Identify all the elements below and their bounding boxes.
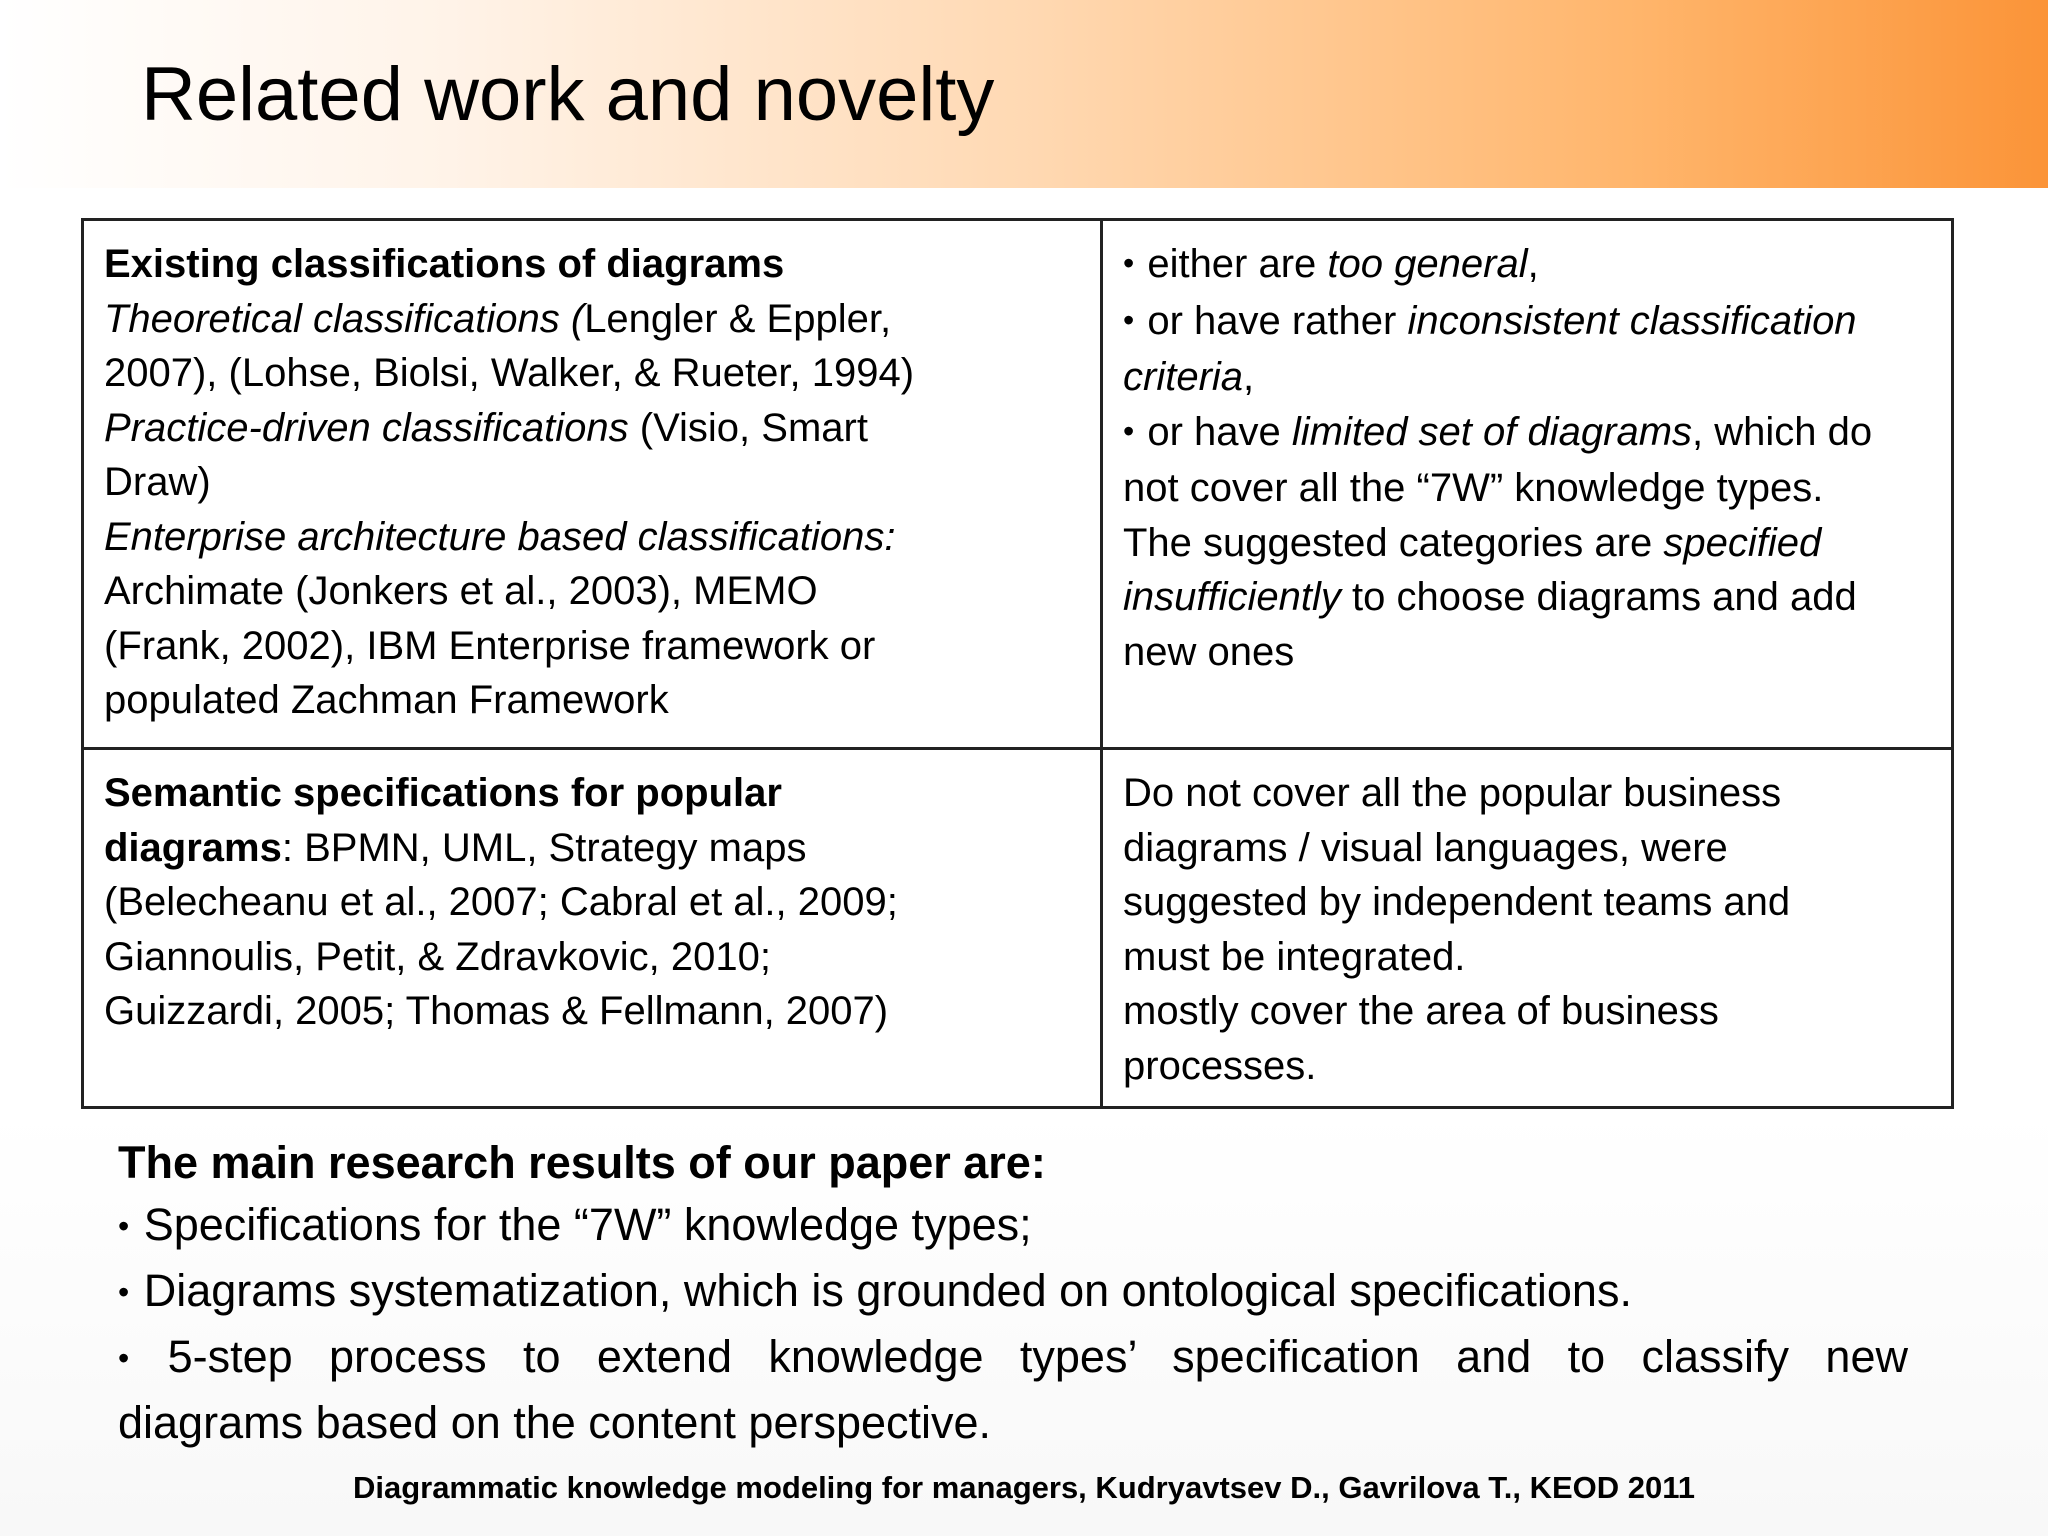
list-item: [118, 1260, 1908, 1326]
italic-text: insufficiently: [1123, 575, 1341, 619]
cell-line: (Belecheanu et al., 2007; Cabral et al., 2009;: [104, 880, 898, 924]
italic-text: limited set of diagrams: [1291, 409, 1693, 454]
cell-line: suggested by independent teams and: [1123, 880, 1791, 924]
cell-line: [1123, 570, 1933, 625]
bullet-icon: •: [1123, 412, 1135, 449]
cell-heading: Existing classifications of diagrams: [104, 242, 785, 286]
bold-text: Semantic specifications for popular: [104, 771, 782, 815]
bullet-line: [1123, 294, 1933, 351]
cell-line: [104, 401, 1082, 456]
cell-line: Draw): [104, 460, 211, 504]
slide-title: Related work and novelty: [141, 52, 995, 137]
text: to choose diagrams and add: [1340, 575, 1857, 619]
cell-line: (Frank, 2002), IBM Enterprise framework or: [104, 623, 876, 668]
cell-line: [1123, 350, 1933, 405]
text: (Visio, Smart: [628, 405, 868, 450]
bullet-icon: •: [118, 1274, 130, 1310]
cell-line: Do not cover all the popular business: [1123, 771, 1782, 815]
comparison-table: [81, 218, 1954, 1109]
cell-line: 2007), (Lohse, Biolsi, Walker, & Rueter, 1994): [104, 351, 915, 395]
coverage-limitations-cell: [1102, 749, 1953, 1108]
cell-line: Guizzardi, 2005; Thomas & Fellmann, 2007): [104, 989, 889, 1033]
cell-line: populated Zachman Framework: [104, 678, 669, 722]
italic-text: Practice-driven classifications: [104, 405, 629, 450]
cell-line: diagrams / visual languages, were: [1123, 825, 1728, 870]
cell-line: [104, 821, 1082, 876]
table-row: [83, 749, 1953, 1108]
cell-line: processes.: [1123, 1043, 1317, 1088]
bullet-icon: •: [1123, 245, 1135, 281]
list-item: [118, 1326, 1908, 1392]
bullet-line: [1123, 237, 1933, 294]
bullet-icon: •: [1123, 301, 1135, 338]
semantic-specifications-cell: [83, 749, 1102, 1108]
cell-line: [104, 237, 1082, 292]
research-results: [118, 1132, 1908, 1454]
cell-line: [104, 766, 1082, 821]
footer-citation: Diagrammatic knowledge modeling for managers, Kudryavtsev D., Gavrilova T., KEOD 2011: [352, 1470, 1696, 1505]
existing-classifications-cell: [83, 220, 1102, 749]
cell-line: [104, 292, 1082, 347]
cell-line: Archimate (Jonkers et al., 2003), MEMO: [104, 569, 818, 613]
italic-text: inconsistent classification: [1407, 298, 1857, 343]
text: ,: [1243, 355, 1255, 399]
text: or have rather: [1136, 298, 1408, 343]
text: or have: [1136, 409, 1292, 454]
cell-line: mostly cover the area of business: [1123, 989, 1719, 1033]
results-heading: The main research results of our paper are:: [118, 1137, 1046, 1188]
list-item: [118, 1194, 1908, 1260]
text: Diagrams systematization, which is grounded on ontological specifications.: [131, 1265, 1632, 1316]
list-item-continuation: diagrams based on the content perspective.: [118, 1397, 992, 1448]
cell-line: must be integrated.: [1123, 934, 1466, 979]
italic-text: Enterprise architecture based classifications:: [104, 514, 896, 559]
text: The suggested categories are: [1123, 520, 1664, 565]
text: ,: [1527, 242, 1539, 286]
bullet-icon: •: [118, 1340, 130, 1376]
text: : BPMN, UML, Strategy maps: [281, 825, 807, 870]
text: 5-step process to extend knowledge types’ specification and to classify new: [131, 1331, 1908, 1382]
cell-line: [104, 510, 1082, 565]
cell-line: not cover all the “7W” knowledge types.: [1123, 466, 1824, 510]
limitations-cell: [1102, 220, 1953, 749]
italic-text: Theoretical classifications (: [104, 296, 585, 341]
bullet-icon: •: [118, 1208, 130, 1244]
bold-text: diagrams: [104, 825, 282, 870]
bullet-line: [1123, 405, 1933, 462]
cell-line: Giannoulis, Petit, & Zdravkovic, 2010;: [104, 934, 771, 979]
italic-text: specified: [1663, 520, 1822, 565]
cell-line: [1123, 516, 1933, 571]
cell-line: new ones: [1123, 629, 1295, 674]
italic-text: criteria: [1123, 355, 1244, 399]
italic-text: too general: [1327, 242, 1528, 286]
text: , which do: [1692, 409, 1873, 454]
text: Specifications for the “7W” knowledge types;: [131, 1199, 1032, 1250]
table-row: [83, 220, 1953, 749]
text: either are: [1136, 242, 1328, 286]
text: Lengler & Eppler,: [584, 296, 892, 341]
